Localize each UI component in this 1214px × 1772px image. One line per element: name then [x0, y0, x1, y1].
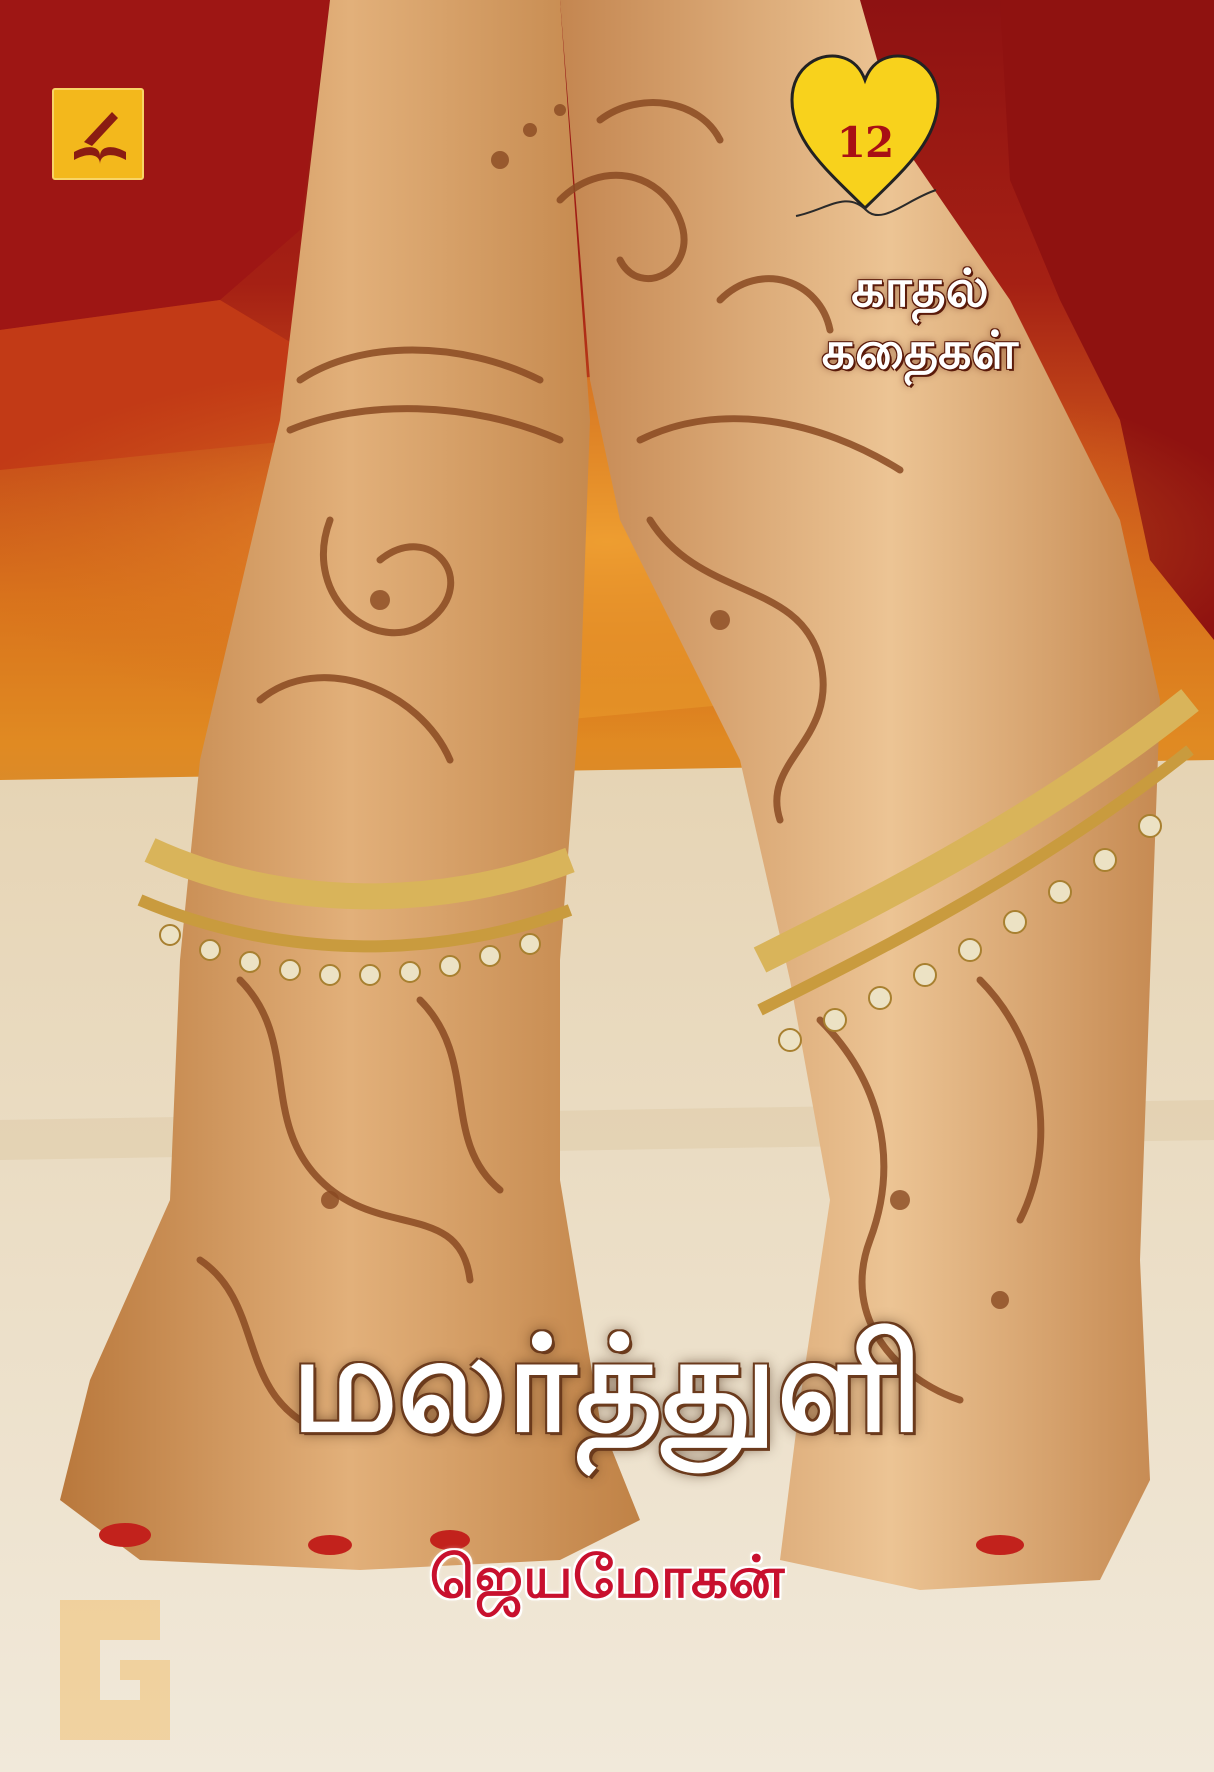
publisher-book-logo-icon — [52, 88, 144, 180]
series-line-2: கதைகள் — [821, 321, 1019, 381]
series-line-1: காதல் — [851, 259, 989, 319]
story-count: 12 — [836, 118, 894, 167]
book-title: மலர்த்துளி — [291, 1308, 923, 1462]
heart-badge — [786, 40, 944, 226]
store-watermark-icon — [40, 1580, 190, 1760]
series-label — [770, 258, 1070, 382]
author-name: ஜெயமோகன் — [429, 1543, 785, 1611]
saree-drape-left — [0, 0, 330, 330]
